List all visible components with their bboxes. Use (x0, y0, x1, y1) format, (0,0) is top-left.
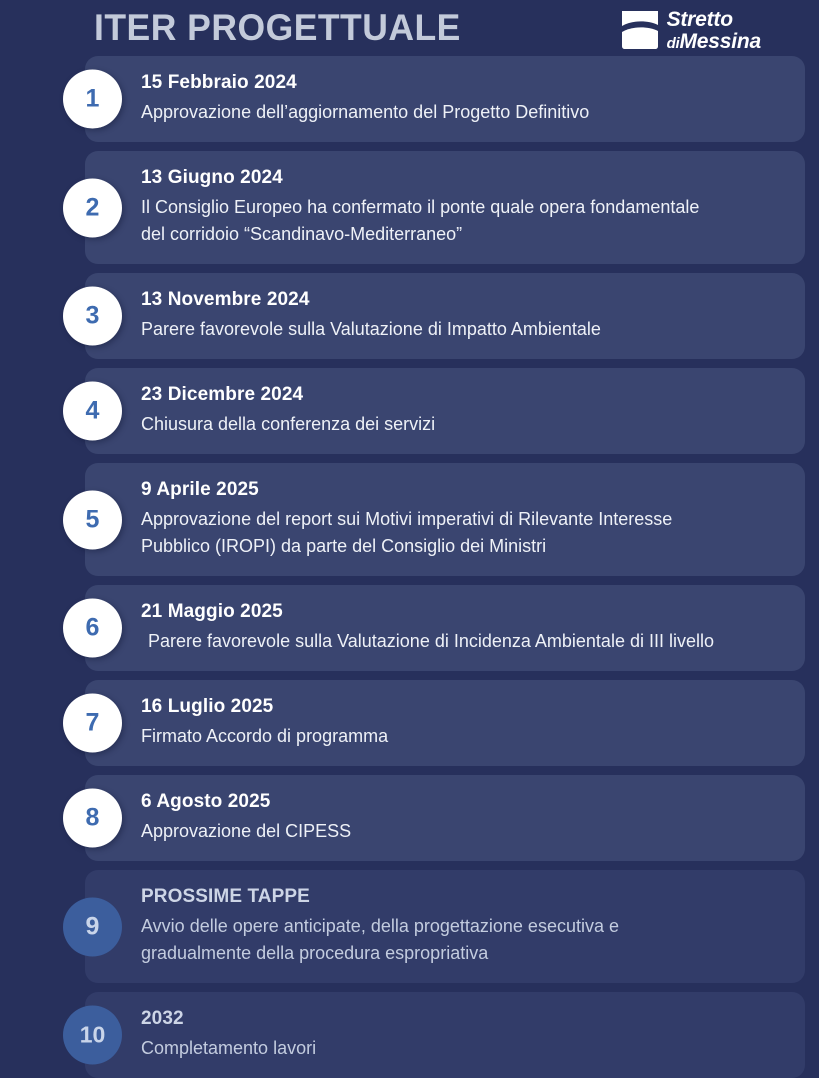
logo-wordmark (667, 9, 761, 52)
timeline-card (85, 870, 805, 983)
timeline-description-line: Approvazione del CIPESS (141, 821, 352, 841)
step-number-badge: 5 (63, 490, 122, 549)
timeline-row (0, 992, 819, 1078)
step-number-badge: 2 (63, 178, 122, 237)
timeline-description-line: Completamento lavori (141, 1038, 317, 1058)
timeline-row (0, 56, 819, 142)
timeline-row (0, 585, 819, 671)
timeline-description (141, 411, 785, 438)
timeline-date: 6 Agosto 2025 (141, 791, 271, 812)
timeline-description (141, 506, 785, 560)
timeline-card (85, 585, 805, 671)
timeline-description-line: Pubblico (IROPI) da parte del Consiglio dei Ministri (141, 536, 547, 556)
timeline-date: 15 Febbraio 2024 (141, 72, 297, 93)
timeline-description-line: Parere favorevole sulla Valutazione di Incidenza Ambientale di III livello (148, 631, 714, 651)
timeline-description-line: Parere favorevole sulla Valutazione di Impatto Ambientale (141, 319, 601, 339)
timeline-card (85, 273, 805, 359)
page-title: ITER PROGETTUALE (94, 7, 461, 48)
timeline-description (141, 316, 785, 343)
timeline-row (0, 680, 819, 766)
timeline-row (0, 870, 819, 983)
timeline-date: 16 Luglio 2025 (141, 696, 274, 717)
timeline-description (141, 1035, 785, 1062)
timeline-card (85, 775, 805, 861)
timeline-date: 21 Maggio 2025 (141, 601, 283, 622)
timeline-date: PROSSIME TAPPE (141, 886, 310, 907)
timeline-description-line: gradualmente della procedura espropriativa (141, 943, 489, 963)
timeline-card (85, 151, 805, 264)
timeline-list (0, 56, 819, 1078)
timeline-description-line: Firmato Accordo di programma (141, 726, 389, 746)
timeline-card (85, 368, 805, 454)
step-number-badge: 9 (63, 897, 122, 956)
timeline-description-line: Chiusura della conferenza dei servizi (141, 414, 436, 434)
timeline-description-line: Approvazione del report sui Motivi imperativi di Rilevante Interesse (141, 509, 673, 529)
logo-line-di-messina (667, 31, 761, 52)
logo-word-messina: Messina (679, 29, 761, 53)
page-header (0, 0, 819, 56)
timeline-row (0, 775, 819, 861)
timeline-description (141, 913, 785, 967)
timeline-card (85, 463, 805, 576)
timeline-card (85, 992, 805, 1078)
step-number-badge: 10 (63, 1006, 122, 1065)
timeline-card (85, 56, 805, 142)
timeline-date: 9 Aprile 2025 (141, 479, 259, 500)
step-number-badge: 1 (63, 70, 122, 129)
bridge-logo-icon (618, 8, 660, 52)
step-number-badge: 4 (63, 382, 122, 441)
timeline-description-line: Il Consiglio Europeo ha confermato il ponte quale opera fondamentale (141, 197, 700, 217)
timeline-row (0, 368, 819, 454)
step-number-badge: 8 (63, 789, 122, 848)
timeline-description-line: Avvio delle opere anticipate, della progettazione esecutiva e (141, 916, 619, 936)
timeline-description (141, 628, 785, 655)
timeline-row (0, 273, 819, 359)
timeline-date: 13 Giugno 2024 (141, 167, 283, 188)
timeline-description (141, 723, 785, 750)
logo-line-stretto: Stretto (666, 7, 733, 31)
timeline-card (85, 680, 805, 766)
timeline-date: 23 Dicembre 2024 (141, 384, 304, 405)
step-number-badge: 3 (63, 287, 122, 346)
timeline-date: 2032 (141, 1008, 184, 1029)
timeline-row (0, 463, 819, 576)
timeline-description (141, 99, 785, 126)
step-number-badge: 7 (63, 694, 122, 753)
timeline-row (0, 151, 819, 264)
step-number-badge: 6 (63, 599, 122, 658)
timeline-description-line: Approvazione dell’aggiornamento del Progetto Definitivo (141, 102, 590, 122)
timeline-description (141, 818, 785, 845)
timeline-description-line: del corridoio “Scandinavo-Mediterraneo” (141, 224, 463, 244)
logo-word-di: di (666, 34, 680, 52)
timeline-description (141, 194, 785, 248)
timeline-date: 13 Novembre 2024 (141, 289, 310, 310)
stretto-di-messina-logo (618, 8, 761, 52)
